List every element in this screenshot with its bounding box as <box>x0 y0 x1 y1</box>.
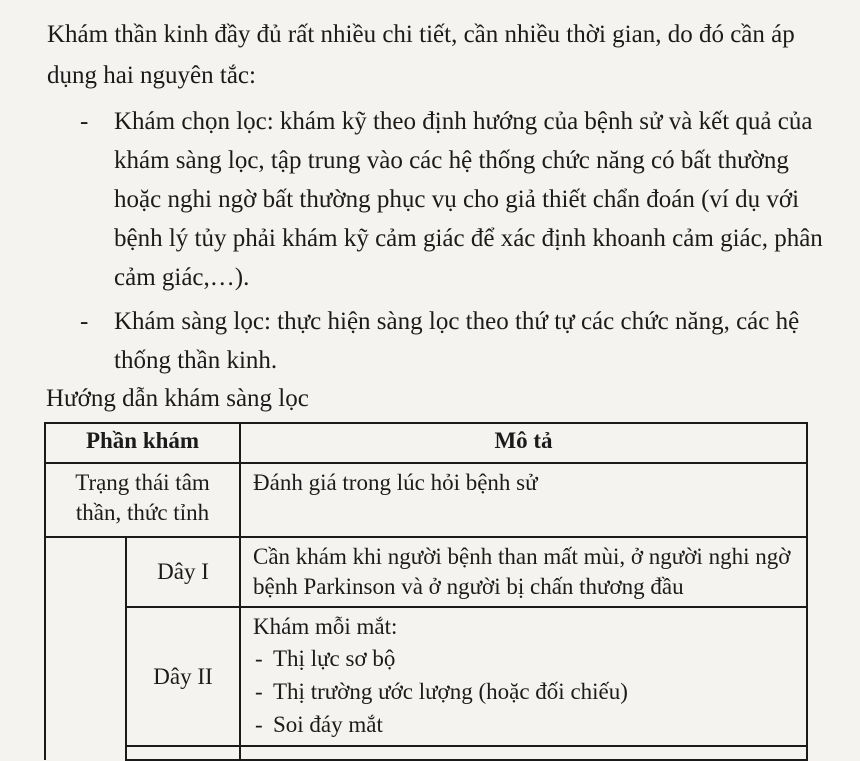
header-description: Mô tả <box>240 423 807 463</box>
sub-list-item: - Thị lực sơ bộ <box>253 642 794 675</box>
principle-item-screening <box>0 302 829 380</box>
table-row <box>45 463 807 537</box>
description-cell <box>240 607 807 746</box>
principle-text: Khám chọn lọc: khám kỹ theo định hướng của bệnh sử và kết quả của khám sàng lọc, tập trung vào các hệ thống chức năng có bất thường hoặc nghi ngờ bất thường phục vụ cho giả thiết chẩn đoán (ví dụ với bệnh lý tủy phải khám kỹ cảm giác để xác định khoanh cảm giác, phân cảm giác,…). <box>114 108 823 291</box>
table-row-cut-off <box>45 746 807 760</box>
description-lead: Khám mỗi mắt: <box>253 614 398 639</box>
description-sub-list <box>253 642 794 741</box>
description-cell: Cần khám khi người bệnh than mất mùi, ở người nghi ngờ bệnh Parkinson và ở người bị chấn thương đầu <box>240 537 807 607</box>
cranial-nerves-group-cell <box>45 537 126 760</box>
exam-part-cell: Trạng thái tâm thần, thức tỉnh <box>45 463 240 537</box>
principles-list <box>0 102 860 380</box>
exam-part-cell <box>126 746 240 760</box>
description-cell: Đánh giá trong lúc hỏi bệnh sử <box>240 463 807 537</box>
bullet-dash: - <box>80 108 89 135</box>
principle-item-selective <box>0 102 829 297</box>
table-caption: Hướng dẫn khám sàng lọc <box>46 385 309 412</box>
description-cell <box>240 746 807 760</box>
bullet-dash: - <box>80 308 89 335</box>
sub-list-item: - Soi đáy mắt <box>253 708 794 741</box>
principle-text: Khám sàng lọc: thực hiện sàng lọc theo thứ tự các chức năng, các hệ thống thần kinh. <box>114 308 800 374</box>
table-header-row <box>45 423 807 463</box>
exam-part-cell: Dây I <box>126 537 240 607</box>
exam-part-cell: Dây II <box>126 607 240 746</box>
header-exam-part: Phần khám <box>45 423 240 463</box>
table-row <box>45 607 807 746</box>
intro-paragraph: Khám thần kinh đầy đủ rất nhiều chi tiết, cần nhiều thời gian, do đó cần áp dụng hai nguyên tắc: <box>47 21 795 89</box>
screening-exam-table <box>44 422 808 761</box>
sub-list-item: - Thị trường ước lượng (hoặc đối chiếu) <box>253 675 794 708</box>
table-row <box>45 537 807 607</box>
